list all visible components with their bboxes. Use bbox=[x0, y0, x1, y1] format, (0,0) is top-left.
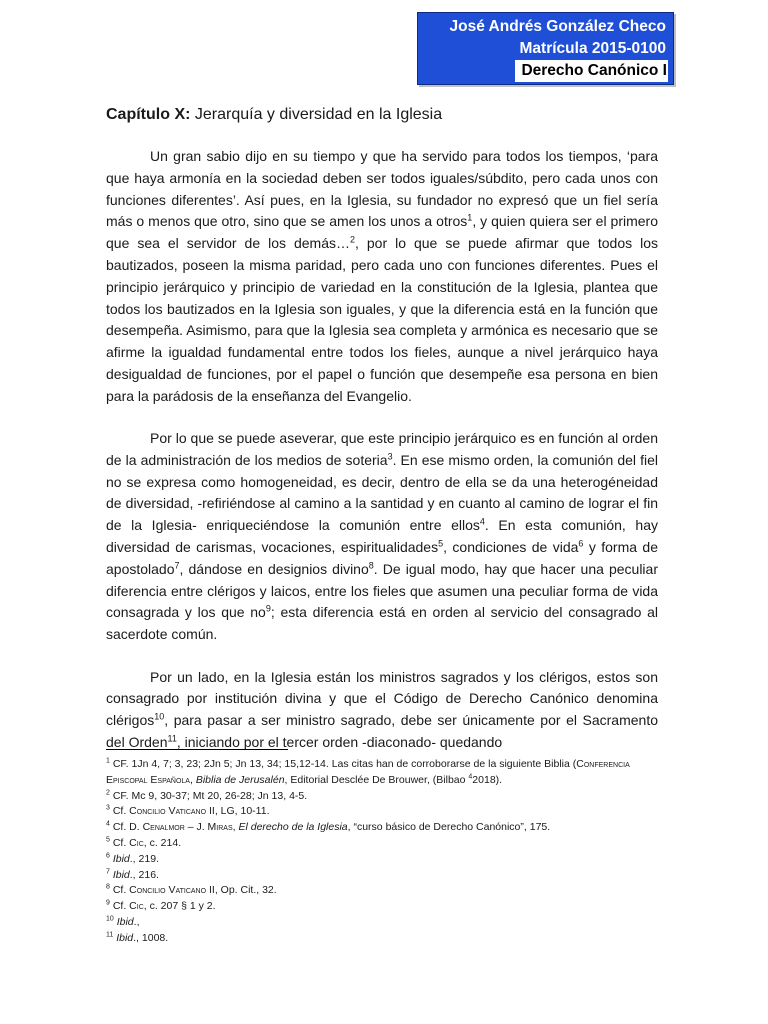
paragraph-text: , iniciando por el tercer orden -diaconado- quedando bbox=[176, 733, 503, 750]
course-name-line bbox=[418, 60, 666, 82]
footnote-text: ., 1008. bbox=[133, 931, 169, 944]
footnote-reference[interactable]: 5 bbox=[438, 538, 444, 549]
document-body bbox=[106, 146, 658, 774]
chapter-title-text: Jerarquía y diversidad en la Iglesia bbox=[190, 106, 443, 123]
paragraph-text: . En esta comunión, hay diversidad de carismas, vocaciones, espiritualidades bbox=[106, 517, 658, 556]
footnote-text: , “curso básico de Derecho Canónico”, 175. bbox=[347, 821, 551, 834]
footnote-author: Cic bbox=[129, 900, 144, 913]
footnote bbox=[106, 852, 666, 868]
footnotes-section bbox=[106, 757, 666, 947]
footnote bbox=[106, 915, 666, 931]
paragraph-text: , para pasar a ser ministro sagrado, debe ser únicamente por el Sacramento del Orden bbox=[106, 712, 658, 750]
course-name: Derecho Canónico I bbox=[515, 60, 668, 82]
footnote-text: Cf. D. bbox=[109, 821, 143, 834]
footnote-number: 11 bbox=[106, 931, 114, 939]
footnote-number: 1 bbox=[106, 757, 110, 765]
footnote-text: , Editorial Desclée De Brouwer, (Bilbao bbox=[284, 773, 469, 786]
footnote-reference[interactable]: 10 bbox=[154, 711, 165, 722]
footnote-number: 10 bbox=[106, 915, 114, 923]
footnote-reference[interactable]: 1 bbox=[467, 212, 473, 223]
footnote-author: Cic bbox=[129, 836, 144, 849]
footnote-text: II, LG, 10-11. bbox=[206, 805, 270, 818]
footnote bbox=[106, 820, 666, 836]
chapter-title bbox=[106, 104, 442, 126]
paragraph-text: , por lo que se puede afirmar que todos los bautizados, poseen la misma paridad, pero cada uno con funciones diferentes. Pues el principio jerárquico y principio de variedad en la constitución de la Iglesia, plantea que todos los bautizados en la Iglesia son iguales, y que la diferencia está en la función que desempeña. Asimismo, para que la Iglesia sea completa y armónica es necesario que se afirme la igualdad fundamental entre todos los fieles, aunque a nivel jerárquico haya desigualdad de funciones, por el papel o función que desempeñe esa persona en bien para la parádosis de la enseñanza del Evangelio. bbox=[106, 235, 658, 404]
footnote-text: Cf. bbox=[109, 900, 130, 913]
footnote-number: 9 bbox=[106, 899, 110, 907]
paragraph-text: ; esta diferencia está en orden al servicio del consagrado al sacerdote común. bbox=[106, 604, 658, 643]
footnote-number: 3 bbox=[106, 804, 110, 812]
paragraph-text: Por lo que se puede aseverar, que este principio jerárquico es en función al orden de la administración de los medios de soteria bbox=[106, 430, 658, 468]
body-paragraph bbox=[106, 146, 658, 408]
paragraph-text: y forma de apostolado bbox=[106, 539, 658, 577]
footnote-text: Cf. bbox=[109, 805, 130, 818]
footnote bbox=[106, 757, 666, 789]
footnote-number: 2 bbox=[106, 789, 110, 797]
footnote-text: Cf. bbox=[109, 836, 130, 849]
author-name: José Andrés González Checo bbox=[449, 18, 666, 35]
footnote-reference[interactable]: 8 bbox=[368, 560, 374, 571]
footnote-text: , c. 207 § 1 y 2. bbox=[143, 900, 216, 913]
footnote-author: Conferencia Episcopal Española bbox=[106, 758, 630, 786]
footnote-number: 6 bbox=[106, 852, 110, 860]
footnote-text: Cf. bbox=[109, 884, 130, 897]
footnote-reference[interactable]: 9 bbox=[265, 603, 271, 614]
chapter-label: Capítulo X: bbox=[106, 106, 191, 123]
author-header-box bbox=[417, 12, 674, 85]
footnote bbox=[106, 804, 666, 820]
body-paragraph bbox=[106, 428, 658, 646]
footnote-reference[interactable]: 2 bbox=[350, 234, 356, 245]
footnote-reference[interactable]: 11 bbox=[167, 733, 177, 744]
footnote-text: – J. bbox=[184, 821, 208, 834]
footnote-author: Concilio Vaticano bbox=[129, 805, 207, 818]
paragraph-text: , y quien quiera ser el primero que sea el servidor de los demás… bbox=[106, 213, 658, 252]
footnote-reference[interactable]: 3 bbox=[387, 451, 393, 462]
footnote-work-title: Ibid bbox=[116, 931, 134, 944]
footnote bbox=[106, 789, 666, 805]
footnote bbox=[106, 899, 666, 915]
footnote-text: , c. 214. bbox=[143, 836, 182, 849]
footnote-reference[interactable]: 6 bbox=[578, 538, 584, 549]
paragraph-text: Por un lado, en la Iglesia están los ministros sagrados y los clérigos, estos son consagrado por institución divina y que el Código de Derecho Canónico denomina clérigos bbox=[106, 668, 658, 729]
footnote-number: 8 bbox=[106, 883, 110, 891]
footnote-text: CF. 1Jn 4, 7; 3, 23; 2Jn 5; Jn 13, 34; 15,12-14. Las citas han de corroborarse de la siguiente Biblia ( bbox=[109, 758, 577, 770]
footnote-reference[interactable]: 4 bbox=[479, 516, 485, 527]
footnote bbox=[106, 868, 666, 884]
footnote-author: Concilio Vaticano bbox=[129, 884, 207, 897]
paragraph-text: . De igual modo, hay que hacer una peculiar diferencia entre clérigos y laicos, entre los fieles que asumen una peculiar forma de vida consagrada y los que no bbox=[106, 560, 658, 621]
paragraph-text: , dándose en designios divino bbox=[179, 560, 369, 577]
footnote bbox=[106, 836, 666, 852]
footnote-work-title: El derecho de la Iglesia bbox=[238, 821, 348, 834]
footnote-author: Cenalmor bbox=[142, 821, 185, 834]
footnote-number: 5 bbox=[106, 836, 110, 844]
paragraph-text: , condiciones de vida bbox=[443, 539, 579, 556]
footnote-text: II, Op. Cit., 32. bbox=[206, 884, 277, 897]
footnote-text: 2018). bbox=[472, 773, 503, 786]
footnote-text: , bbox=[189, 773, 196, 786]
body-paragraph bbox=[106, 667, 658, 754]
footnote-work-title: Biblia de Jerusalén bbox=[195, 773, 285, 786]
paragraph-text: . En ese mismo orden, la comunión del fiel no se expresa como homogeneidad, es decir, dentro de ella se da una heterogéneidad de diversidad, -refiriéndose al camino a la santidad y en cuanto al camino de lograr el fin de la Iglesia- enriqueciéndose la comunión entre ellos bbox=[106, 451, 658, 534]
student-id: Matrícula 2015-0100 bbox=[519, 40, 666, 57]
edition-superscript: 4 bbox=[468, 773, 473, 781]
footnote bbox=[106, 931, 666, 947]
paragraph-text: Un gran sabio dijo en su tiempo y que ha servido para todos los tiempos, ‘para que haya armonía en la sociedad deben ser todos iguales/súbdito, pero cada unos con funciones diferentes’. Así pues, en la Iglesia, su fundador no expresó que un fiel sería más o menos que otro, sino que se amen los unos a otros bbox=[106, 148, 658, 230]
footnote-work-title: Ibid bbox=[112, 868, 130, 881]
footnote-text: ., 216. bbox=[129, 868, 159, 881]
footnote-text: CF. Mc 9, 30-37; Mt 20, 26-28; Jn 13, 4-5. bbox=[109, 789, 308, 802]
footnote-text: ., 219. bbox=[129, 852, 159, 865]
footnote-reference[interactable]: 7 bbox=[174, 560, 180, 571]
footnote bbox=[106, 883, 666, 899]
footnote-number: 7 bbox=[106, 868, 110, 876]
footnote-work-title: Ibid bbox=[112, 852, 130, 865]
footnote-separator bbox=[106, 749, 288, 750]
footnote-text: ., bbox=[133, 915, 140, 928]
footnote-work-title: Ibid bbox=[116, 915, 134, 928]
footnote-number: 4 bbox=[106, 820, 110, 828]
footnote-author: Miras bbox=[207, 821, 233, 834]
footnote-text: , bbox=[232, 821, 239, 834]
